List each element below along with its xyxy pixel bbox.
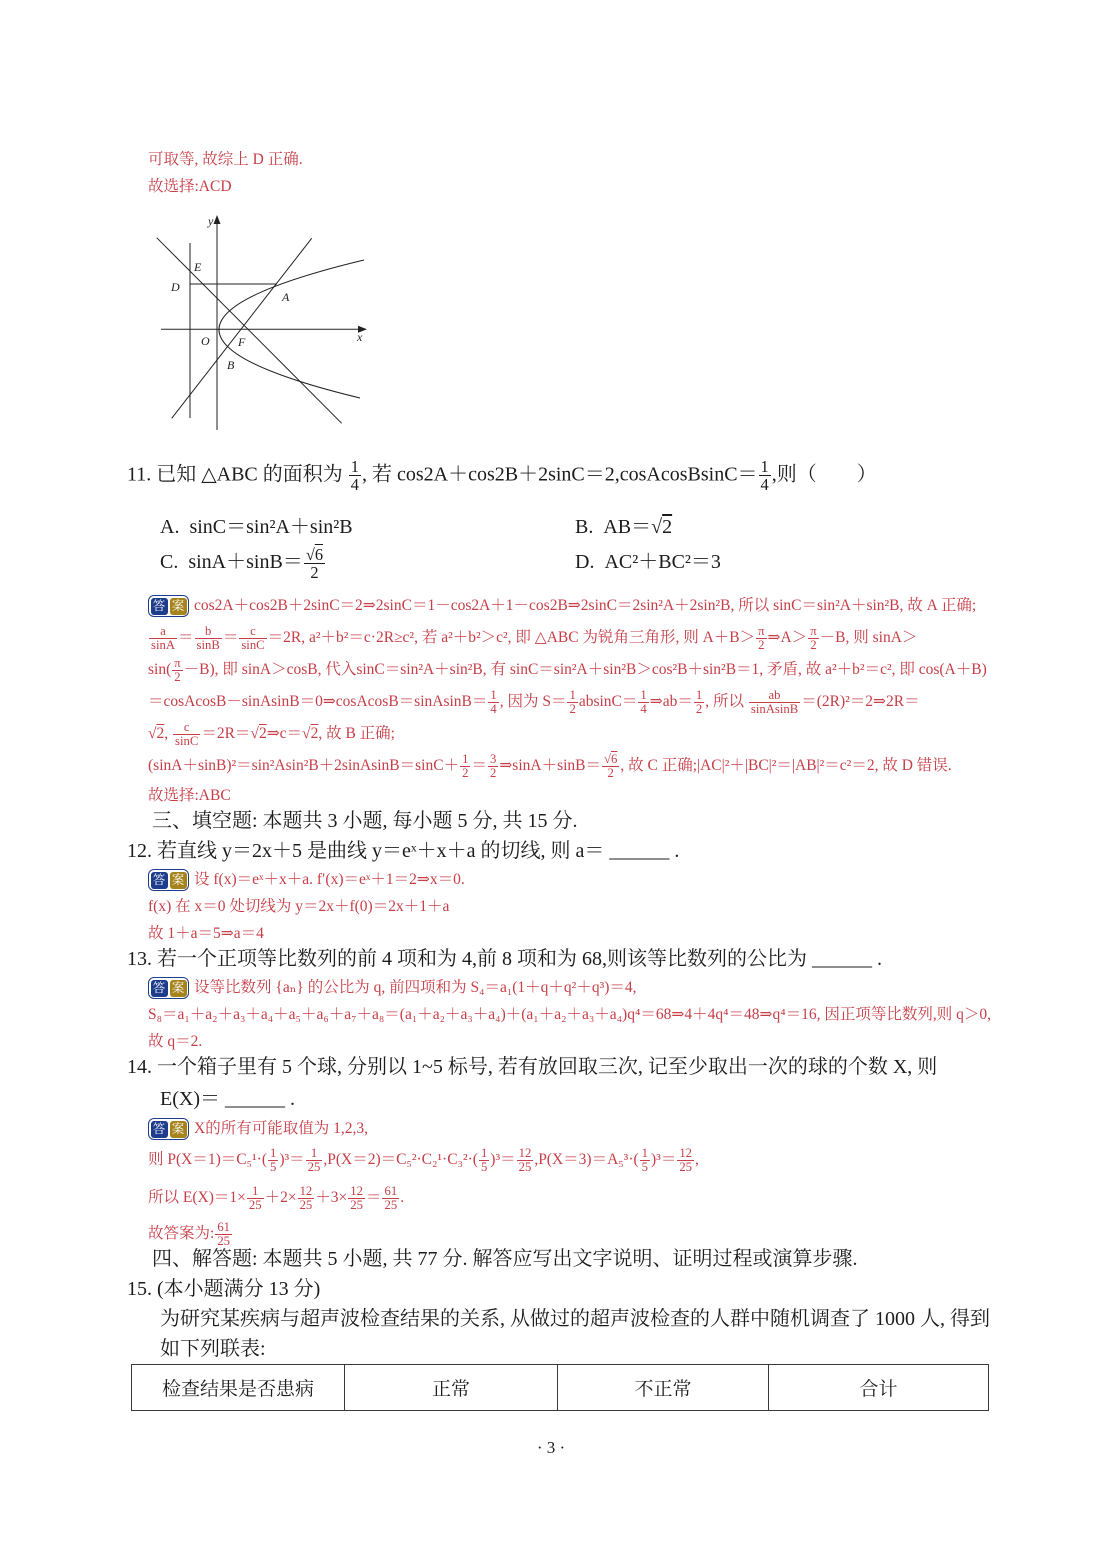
answer-line: ＝cosAcosB－sinAsinB＝0⇒cosAcosB＝sinAsinB＝ $\frac{1}{4}$ , 因为 S＝ $\frac{1}{2}$ absinC＝ $\frac{1}{4}$ ⇒ab＝ $\frac{1}{2}$ , 所以 $\frac{ab}{\text{sinAsinB}}$ ＝(2R)²＝2⇒2R＝ bbox=[148, 687, 920, 716]
option-C bbox=[160, 545, 575, 581]
section-3-heading: 三、填空题: 本题共 3 小题, 每小题 5 分, 共 15 分. bbox=[152, 810, 578, 832]
answer-line: 可取等, 故综上 D 正确. bbox=[148, 151, 303, 168]
option-B bbox=[575, 510, 672, 539]
answer-line: 故选择:ACD bbox=[148, 178, 232, 195]
answer-line: sin( $\frac{\pi}{2}$ －B), 即 sinA＞cosB, 代入sinC＝sin²A＋sin²B, 有 sinC＝sin²A＋sin²B＞cos²B＋sin²B＝1, 矛盾, 故 a²＋b²＝c², 即 cos(A＋B) bbox=[148, 655, 987, 684]
label-A: A bbox=[282, 290, 290, 304]
answer-line-text: cos2A＋cos2B＋2sinC＝2⇒2sinC＝1－cos2A＋1－cos2B⇒2sinC＝2sin²A＋2sin²B, 所以 sinC＝sin²A＋sin²B, 故 A 正确; bbox=[194, 597, 977, 614]
question-15-body-line-1: 为研究某疾病与超声波检查结果的关系, 从做过的超声波检查的人群中随机调查了 1000 人, 得到 bbox=[160, 1308, 990, 1330]
answer-badge bbox=[148, 595, 189, 617]
answer-line: 故 1＋a＝5⇒a＝4 bbox=[148, 925, 264, 942]
answer-line: √2, $\frac{c}{\sin C}$ ＝2R＝√2⇒c＝√2, 故 B 正确; bbox=[148, 719, 395, 748]
chord-AB-line bbox=[172, 238, 312, 418]
option-B-text: AB＝√2 bbox=[603, 516, 673, 538]
label-B: B bbox=[227, 358, 235, 372]
label-E: E bbox=[194, 260, 202, 274]
geometry-figure bbox=[145, 215, 410, 435]
table-header-row bbox=[132, 1365, 989, 1411]
answer-line-text: 设等比数列 {aₙ} 的公比为 q, 前四项和为 S₄＝a₁(1＋q＋q²＋q³)＝4, bbox=[194, 979, 637, 996]
answer-line: S₈＝a₁＋a₂＋a₃＋a₄＋a₅＋a₆＋a₇＋a₈＝(a₁＋a₂＋a₃＋a₄)＋(a₁＋a₂＋a₃＋a₄)q⁴＝68⇒4＋4q⁴＝48⇒q⁴＝16, 因正项等比数列,则 q＞0, bbox=[148, 1006, 992, 1023]
label-O: O bbox=[201, 334, 210, 348]
answer-line: f(x) 在 x＝0 处切线为 y＝2x＋f(0)＝2x＋1＋a bbox=[148, 898, 450, 915]
answer-line: 故选择:ABC bbox=[148, 787, 231, 804]
option-D-text: AC²＋BC²＝3 bbox=[604, 551, 721, 573]
contingency-table bbox=[131, 1364, 989, 1411]
answer-badge bbox=[148, 977, 189, 999]
answer-line: 故答案为: $\frac{61}{25}$ bbox=[148, 1219, 231, 1248]
option-D bbox=[575, 545, 721, 581]
question-14-stem-line-2: E(X)＝ ______ . bbox=[160, 1088, 295, 1110]
y-axis-arrow-icon bbox=[214, 215, 221, 224]
option-A-text: sinC＝sin²A＋sin²B bbox=[189, 516, 353, 538]
previous-answer-block bbox=[148, 146, 303, 200]
question-12-stem: 12. 若直线 y＝2x＋5 是曲线 y＝eˣ＋x＋a 的切线, 则 a＝ ______ . bbox=[127, 840, 680, 862]
answer-line: 则 P(X＝1)＝C₅¹·( $\frac{1}{5}$ )³＝ $\frac{1}{25}$ ,P(X＝2)＝C₅²·C₂¹·C₃²·( $\frac{1}{5}$ )³＝ $\frac{12}{25}$ ,P(X＝3)＝A₅³·( $\frac{1}{5}$ )³＝ $\frac{12}{25}$ , bbox=[148, 1145, 699, 1174]
answer-badge-right: 案 bbox=[170, 872, 187, 889]
answer-badge-left: 答 bbox=[151, 980, 168, 997]
answer-12-block bbox=[148, 866, 465, 947]
table-header-cell: 检查结果是否患病 bbox=[132, 1365, 345, 1411]
answer-line: 故 q＝2. bbox=[148, 1033, 203, 1050]
label-D: D bbox=[171, 280, 180, 294]
answer-badge-right: 案 bbox=[170, 1121, 187, 1138]
question-11-options-row-1 bbox=[160, 510, 672, 539]
answer-line: (sinA＋sinB)²＝sin²Asin²B＋2sinAsinB＝sinC＋ $\frac{1}{2}$ ＝ $\frac{3}{2}$ ⇒sinA＋sinB＝ $\frac{√6}{2}$ , 故 C 正确;|AC|²＋|BC|²＝|AB|²＝c²＝2, 故 D 错误. bbox=[148, 751, 952, 780]
section-4-heading: 四、解答题: 本题共 5 小题, 共 77 分. 解答应写出文字说明、证明过程或演算步骤. bbox=[152, 1248, 858, 1270]
answer-line bbox=[148, 974, 991, 1001]
question-15-head: 15. (本小题满分 13 分) bbox=[127, 1278, 321, 1300]
chord-EF-line bbox=[157, 238, 342, 424]
question-15-body-line-2: 如下列联表: bbox=[160, 1338, 266, 1360]
answer-11-block bbox=[148, 590, 987, 809]
answer-badge-left: 答 bbox=[151, 1121, 168, 1138]
option-D-key: D. bbox=[575, 551, 595, 573]
table-header-cell: 合计 bbox=[769, 1365, 989, 1411]
question-13-stem: 13. 若一个正项等比数列的前 4 项和为 4,前 8 项和为 68,则该等比数列的公比为 ______ . bbox=[127, 948, 882, 970]
answer-badge-right: 案 bbox=[170, 598, 187, 615]
option-C-text: sinA＋sinB＝ $\frac{√6}{2}$ bbox=[188, 544, 324, 582]
table-header-cell: 不正常 bbox=[558, 1365, 769, 1411]
answer-line bbox=[148, 590, 987, 622]
answer-badge bbox=[148, 869, 189, 891]
table-header-cell: 正常 bbox=[345, 1365, 558, 1411]
option-A-key: A. bbox=[160, 516, 180, 538]
parabola-diagram bbox=[145, 215, 410, 430]
label-F: F bbox=[238, 335, 246, 349]
option-A bbox=[160, 510, 575, 539]
question-11-stem: 11. 已知 △ABC 的面积为 $\frac{1}{4}$ , 若 cos2A＋cos2B＋2sinC＝2,cosAcosBsinC＝ $\frac{1}{4}$ ,则（ ） bbox=[127, 457, 877, 495]
answer-badge-left: 答 bbox=[151, 872, 168, 889]
label-x: x bbox=[357, 330, 363, 344]
answer-line-text: X的所有可能取值为 1,2,3, bbox=[194, 1120, 368, 1137]
answer-13-block bbox=[148, 974, 991, 1055]
question-11-options-row-2 bbox=[160, 545, 721, 581]
answer-badge-right: 案 bbox=[170, 980, 187, 997]
answer-line bbox=[148, 866, 465, 893]
answer-line: $\frac{a}{\sin A}$ ＝ $\frac{b}{\sin B}$ ＝ $\frac{c}{\sin C}$ ＝2R, a²＋b²＝c·2R≥c², 若 a²＋b²＞c², 即 △ABC 为锐角三角形, 则 A＋B＞ $\frac{\pi}{2}$ ⇒A＞ $\frac{\pi}{2}$ －B, 则 sinA＞ bbox=[151, 623, 918, 652]
answer-14-block bbox=[148, 1116, 699, 1251]
answer-line bbox=[148, 1116, 699, 1141]
option-B-key: B. bbox=[575, 516, 594, 538]
question-14-stem-line-1: 14. 一个箱子里有 5 个球, 分别以 1~5 标号, 若有放回取三次, 记至少取出一次的球的个数 X, 则 bbox=[127, 1056, 938, 1078]
label-y: y bbox=[208, 215, 214, 228]
answer-line-text: 设 f(x)＝eˣ＋x＋a. f′(x)＝eˣ＋1＝2⇒x＝0. bbox=[194, 871, 465, 888]
answer-badge-left: 答 bbox=[151, 598, 168, 615]
page-number: · 3 · bbox=[536, 1438, 566, 1457]
answer-badge bbox=[148, 1118, 189, 1140]
answer-line: 所以 E(X)＝1× $\frac{1}{25}$ ＋2× $\frac{12}{25}$ ＋3× $\frac{12}{25}$ ＝ $\frac{61}{25}$ . bbox=[148, 1183, 405, 1212]
option-C-key: C. bbox=[160, 551, 179, 573]
